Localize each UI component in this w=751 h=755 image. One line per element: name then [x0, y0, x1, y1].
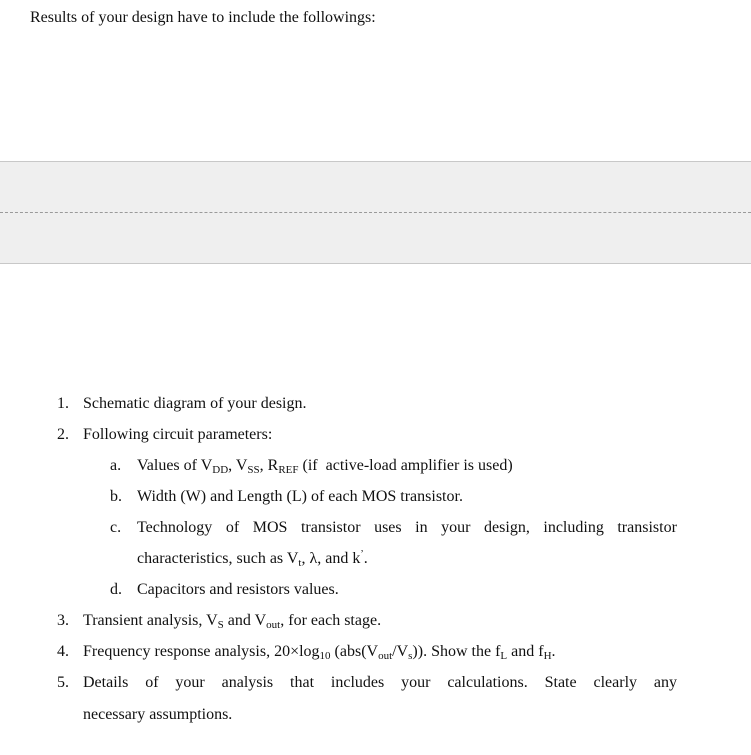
sub-item-c-continuation: characteristics, such as $V_t$, λ, and k’.	[137, 549, 368, 569]
sub-item-b	[110, 486, 463, 508]
list-marker: 4.	[57, 643, 69, 660]
sub-item-c	[110, 517, 121, 539]
justified-line: Details of your analysis that includes your calculations. State clearly any	[83, 674, 677, 691]
list-item-text: Frequency response analysis, $20\times\log_{10}$ $(abs(V_{out}/V_s))$. Show the $f_L$ and $f_H$.	[83, 643, 556, 662]
list-marker: 2.	[57, 426, 69, 443]
sub-item-d	[110, 579, 339, 601]
list-item-text: Transient analysis, $V_S$ and $V_{out}$, for each stage.	[83, 612, 382, 631]
list-item-3	[57, 610, 382, 632]
list-marker: 1.	[57, 395, 69, 412]
list-item-1	[57, 393, 307, 415]
list-item-5	[57, 672, 69, 694]
list-marker: a.	[110, 457, 122, 474]
list-marker: c.	[110, 519, 122, 536]
page-heading: Results of your design have to include the followings:	[30, 9, 376, 26]
list-marker: b.	[110, 488, 122, 505]
list-marker: 5.	[57, 674, 69, 691]
justified-line: Technology of MOS transistor uses in your design, including transistor	[137, 519, 677, 536]
list-marker: d.	[110, 581, 122, 598]
sub-item-a	[110, 455, 513, 477]
list-marker: 3.	[57, 612, 69, 629]
list-item-2	[57, 424, 273, 446]
list-item-text: Values of $V_{DD}$, $V_{SS}$, $R_{REF}$ (if active-load amplifier is used)	[137, 457, 513, 476]
page-break-divider	[0, 212, 751, 213]
list-item-5-continuation: necessary assumptions.	[83, 706, 233, 723]
list-item-text: Schematic diagram of your design.	[83, 395, 307, 412]
list-item-text: Following circuit parameters:	[83, 426, 273, 443]
list-item-4	[57, 641, 556, 663]
list-item-text: Width (W) and Length (L) of each MOS transistor.	[137, 488, 463, 505]
page-break	[0, 161, 751, 264]
list-item-text: Capacitors and resistors values.	[137, 581, 339, 598]
